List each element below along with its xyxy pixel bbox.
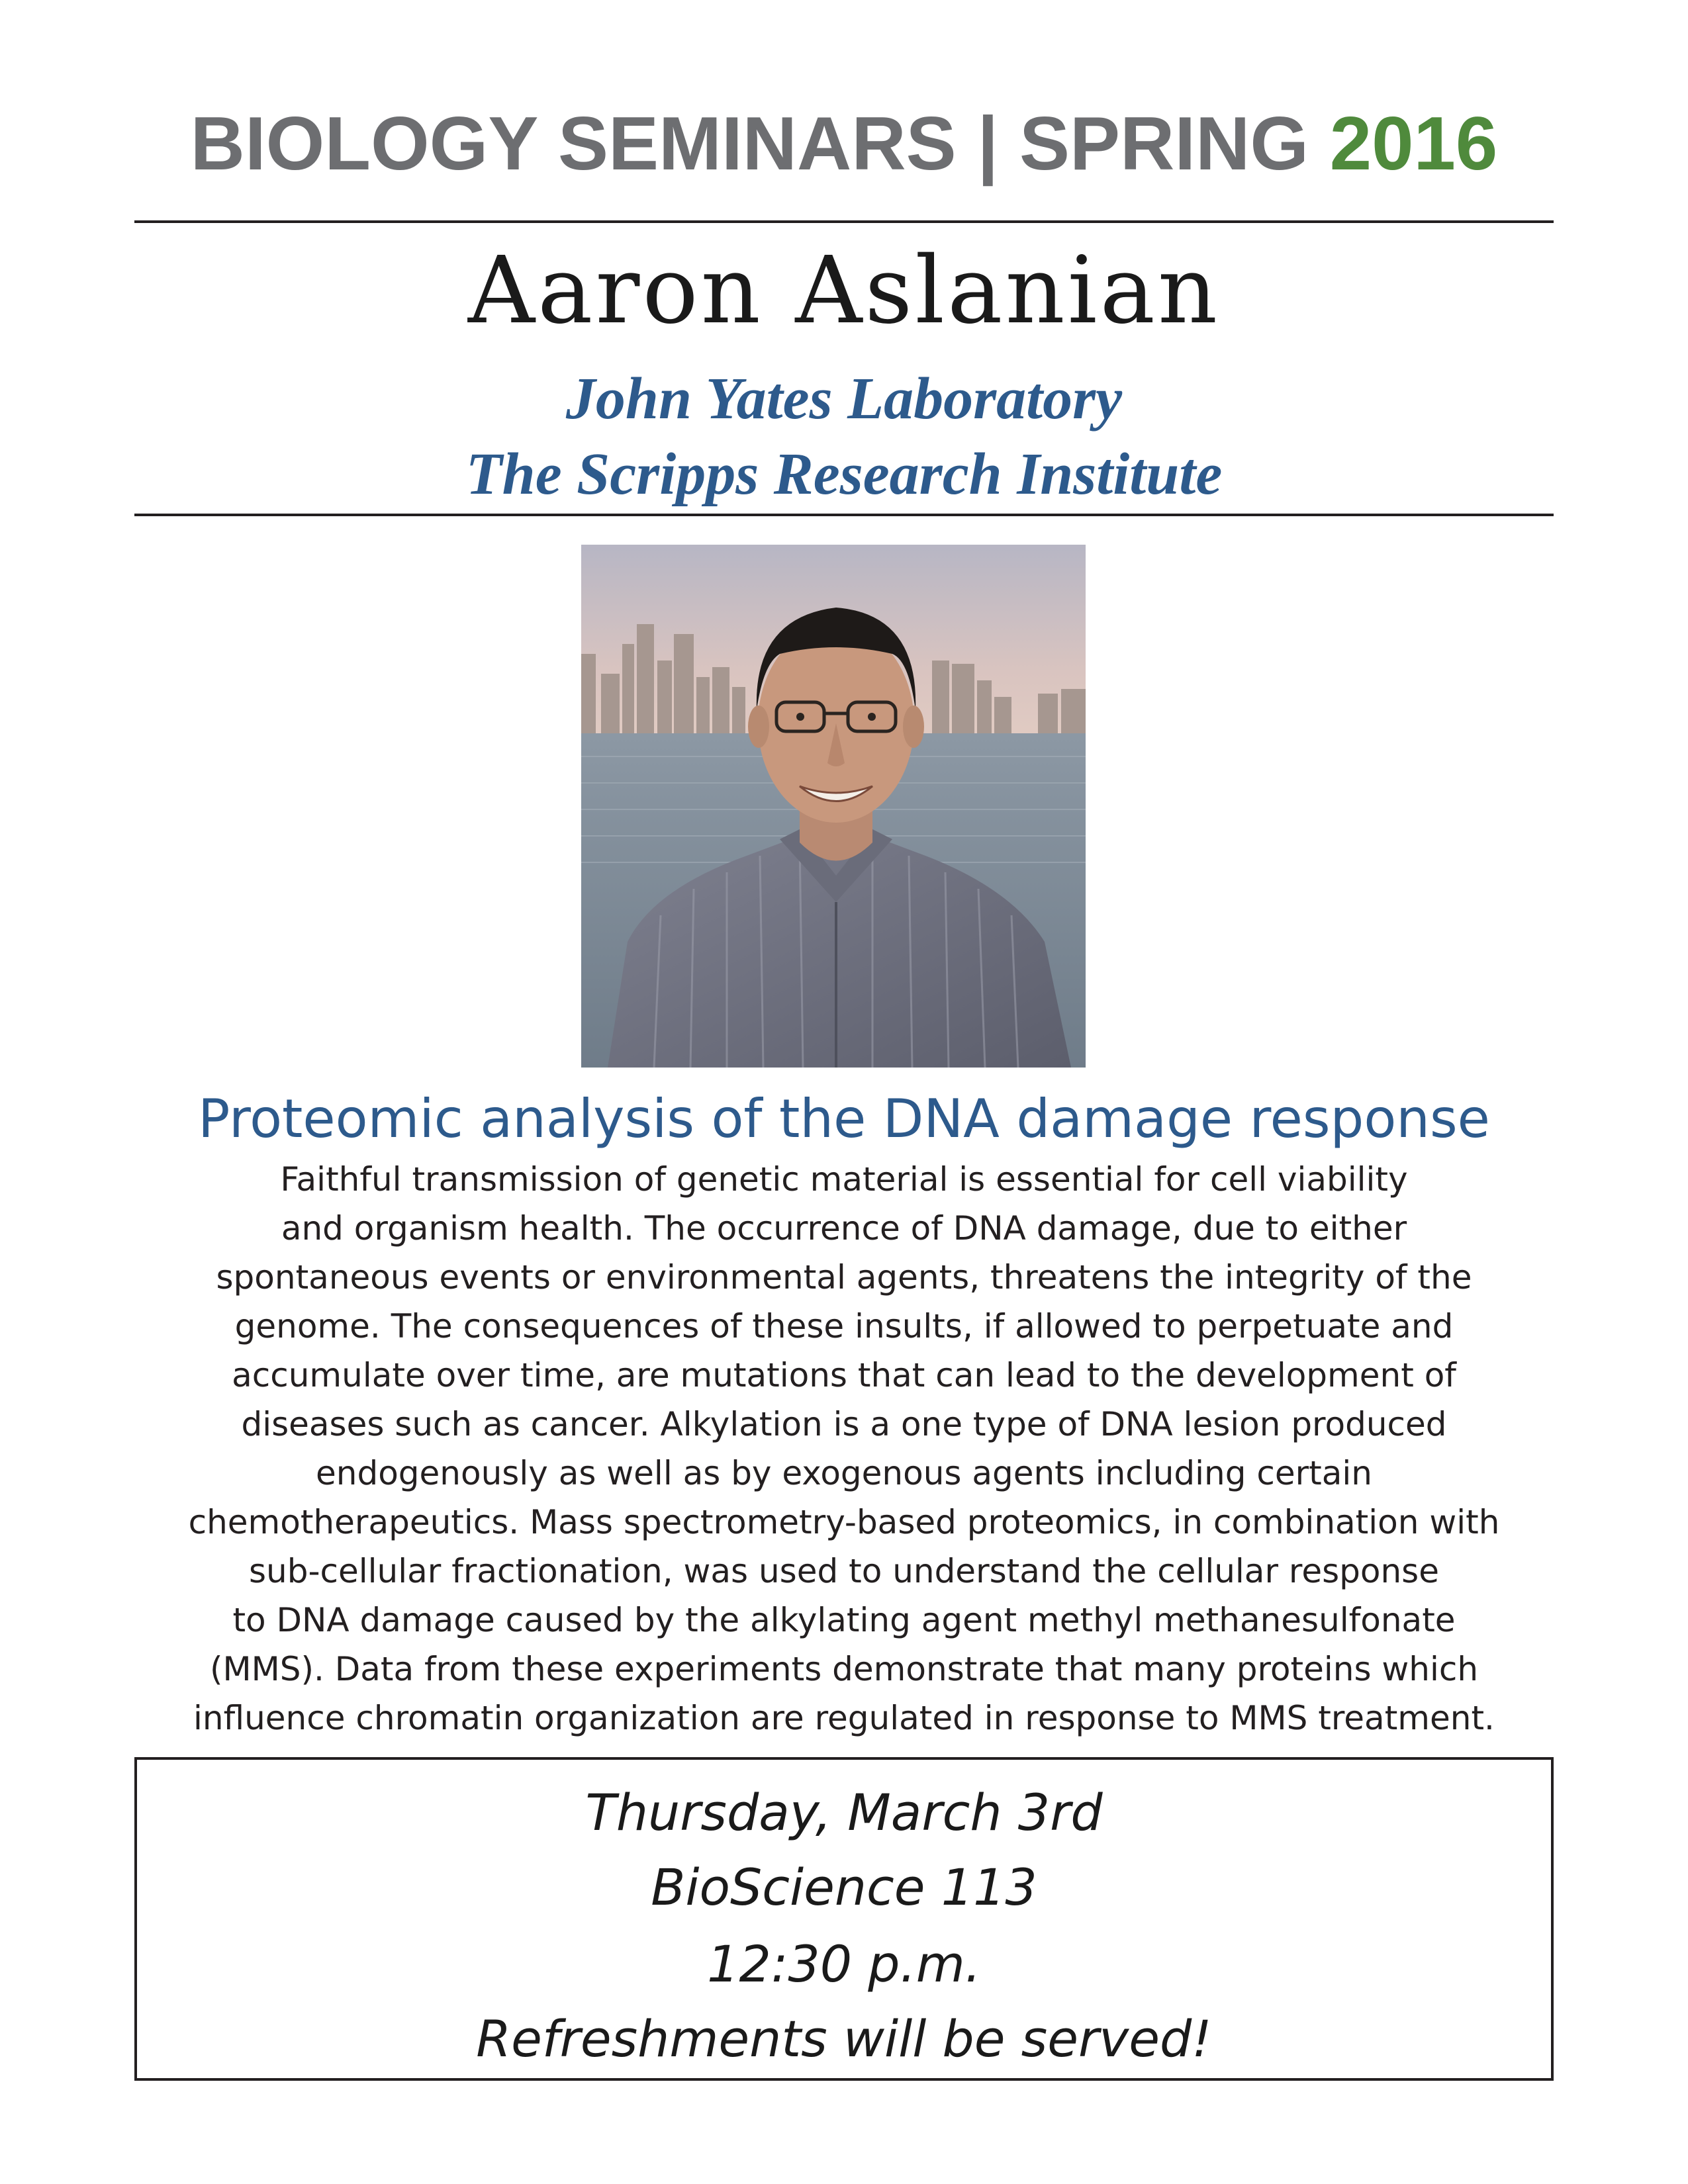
abstract-line: sub-cellular fractionation, was used to understand the cellular response	[249, 1552, 1439, 1590]
event-date: Thursday, March 3rd	[585, 1783, 1103, 1842]
talk-abstract	[0, 1155, 1688, 1743]
speaker-photo	[581, 545, 1086, 1068]
speaker-name: Aaron Aslanian	[467, 237, 1221, 345]
abstract-line: endogenously as well as by exogenous agents including certain	[316, 1454, 1372, 1492]
abstract-line: spontaneous events or environmental agents, threatens the integrity of the	[216, 1258, 1472, 1297]
bottom-divider	[134, 514, 1554, 516]
abstract-line: and organism health. The occurrence of DNA damage, due to either	[281, 1209, 1407, 1248]
abstract-line: diseases such as cancer. Alkylation is a one type of DNA lesion produced	[241, 1405, 1447, 1443]
event-note: Refreshments will be served!	[476, 2009, 1212, 2068]
speaker-institution: The Scripps Research Institute	[465, 441, 1223, 507]
abstract-line: accumulate over time, are mutations that can lead to the development of	[232, 1356, 1456, 1394]
talk-title: Proteomic analysis of the DNA damage response	[198, 1088, 1490, 1150]
abstract-line: (MMS). Data from these experiments demonstrate that many proteins which	[209, 1650, 1479, 1688]
speaker-lab: John Yates Laboratory	[565, 366, 1123, 432]
series-year: 2016	[1329, 102, 1498, 186]
event-location: BioScience 113	[651, 1858, 1037, 1917]
top-divider	[134, 220, 1554, 223]
event-details-box	[134, 1757, 1554, 2081]
abstract-line: chemotherapeutics. Mass spectrometry-based proteomics, in combination with	[188, 1503, 1500, 1541]
event-time: 12:30 p.m.	[707, 1934, 981, 1993]
abstract-line: Faithful transmission of genetic material is essential for cell viability	[280, 1160, 1408, 1199]
abstract-line: genome. The consequences of these insults, if allowed to perpetuate and	[234, 1307, 1454, 1345]
series-title-text: BIOLOGY SEMINARS | SPRING	[190, 102, 1330, 186]
abstract-line: to DNA damage caused by the alkylating agent methyl methanesulfonate	[232, 1601, 1456, 1639]
seminar-series-title	[0, 98, 1688, 191]
abstract-line: influence chromatin organization are regulated in response to MMS treatment.	[193, 1699, 1495, 1737]
